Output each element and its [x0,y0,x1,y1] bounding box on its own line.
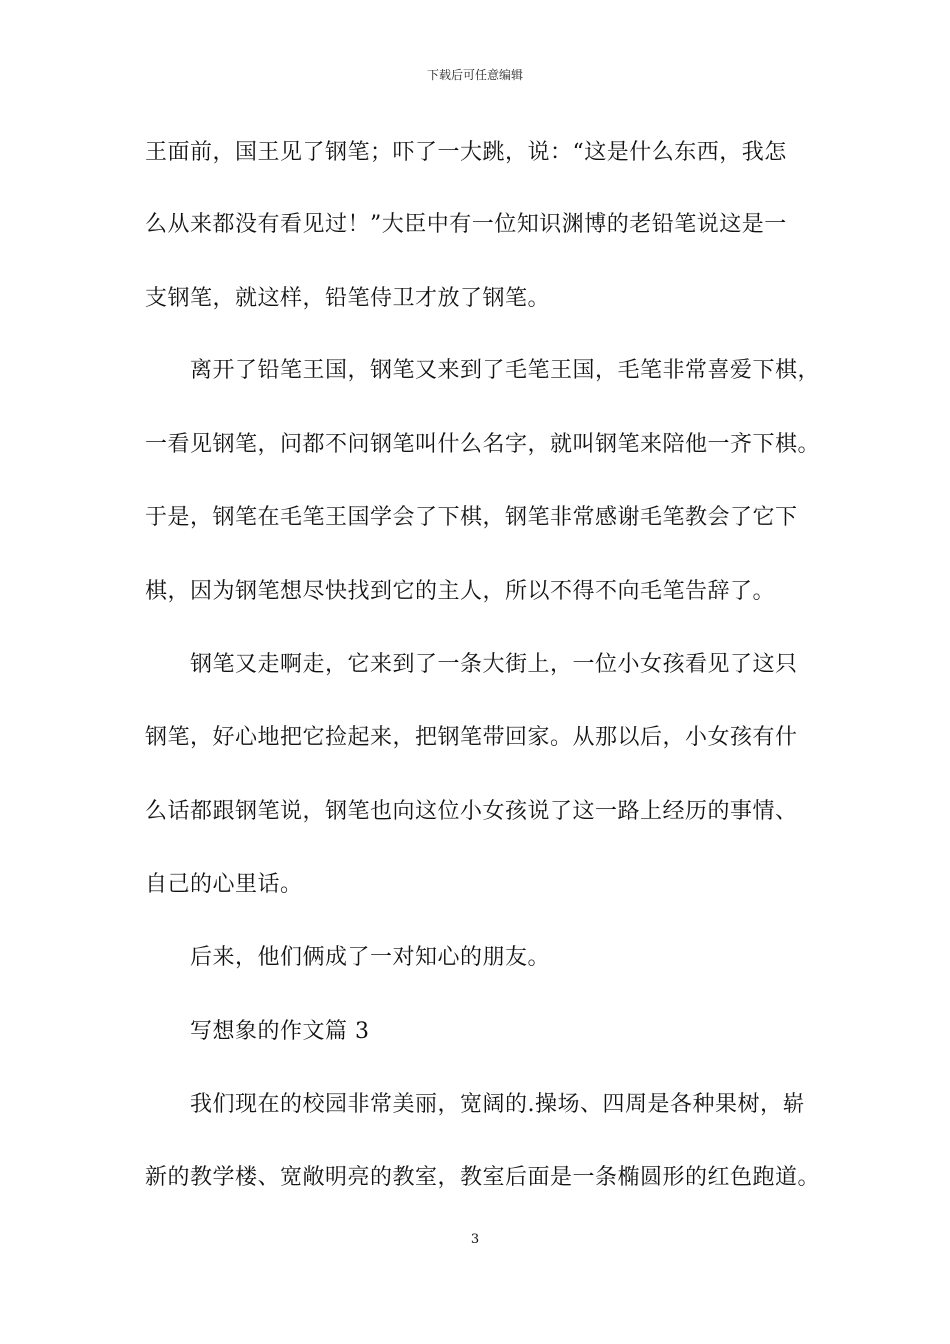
text-line: 自己的心里话。 [145,872,303,897]
page-header: 下载后可任意编辑 [426,68,523,82]
paragraph-start-line: 离开了铅笔王国，钢笔又来到了毛笔王国，毛笔非常喜爱下棋， [190,358,821,383]
text-line: 新的教学楼、宽敞明亮的教室，教室后面是一条椭圆形的红色跑道。 [145,1165,821,1190]
text-line: 么从来都没有看见过！”大臣中有一位知识渊博的老铅笔说这是一 [145,212,787,237]
text-line: 支钢笔，就这样，铅笔侍卫才放了钢笔。 [145,286,551,311]
text-line: 于是，钢笔在毛笔王国学会了下棋，钢笔非常感谢毛笔教会了它下 [145,505,798,530]
text-line: 棋，因为钢笔想尽快找到它的主人，所以不得不向毛笔告辞了。 [145,579,776,604]
text-line: 王面前，国王见了钢笔；吓了一大跳，说：“这是什么东西，我怎 [145,140,787,165]
text-line: 钢笔，好心地把它捡起来，把钢笔带回家。从那以后，小女孩有什 [145,725,798,750]
text-line: 一看见钢笔，问都不问钢笔叫什么名字，就叫钢笔来陪他一齐下棋。 [145,432,821,457]
page-number: 3 [470,1232,480,1247]
paragraph-start-line: 钢笔又走啊走，它来到了一条大街上，一位小女孩看见了这只 [190,652,798,677]
paragraph-start-line: 我们现在的校园非常美丽，宽阔的.操场、四周是各种果树，崭 [190,1092,805,1117]
text-line: 么话都跟钢笔说，钢笔也向这位小女孩说了这一路上经历的事情、 [145,799,798,824]
paragraph-start-line: 后来，他们俩成了一对知心的朋友。 [190,945,551,970]
section-heading: 写想象的作文篇 3 [190,1019,370,1044]
